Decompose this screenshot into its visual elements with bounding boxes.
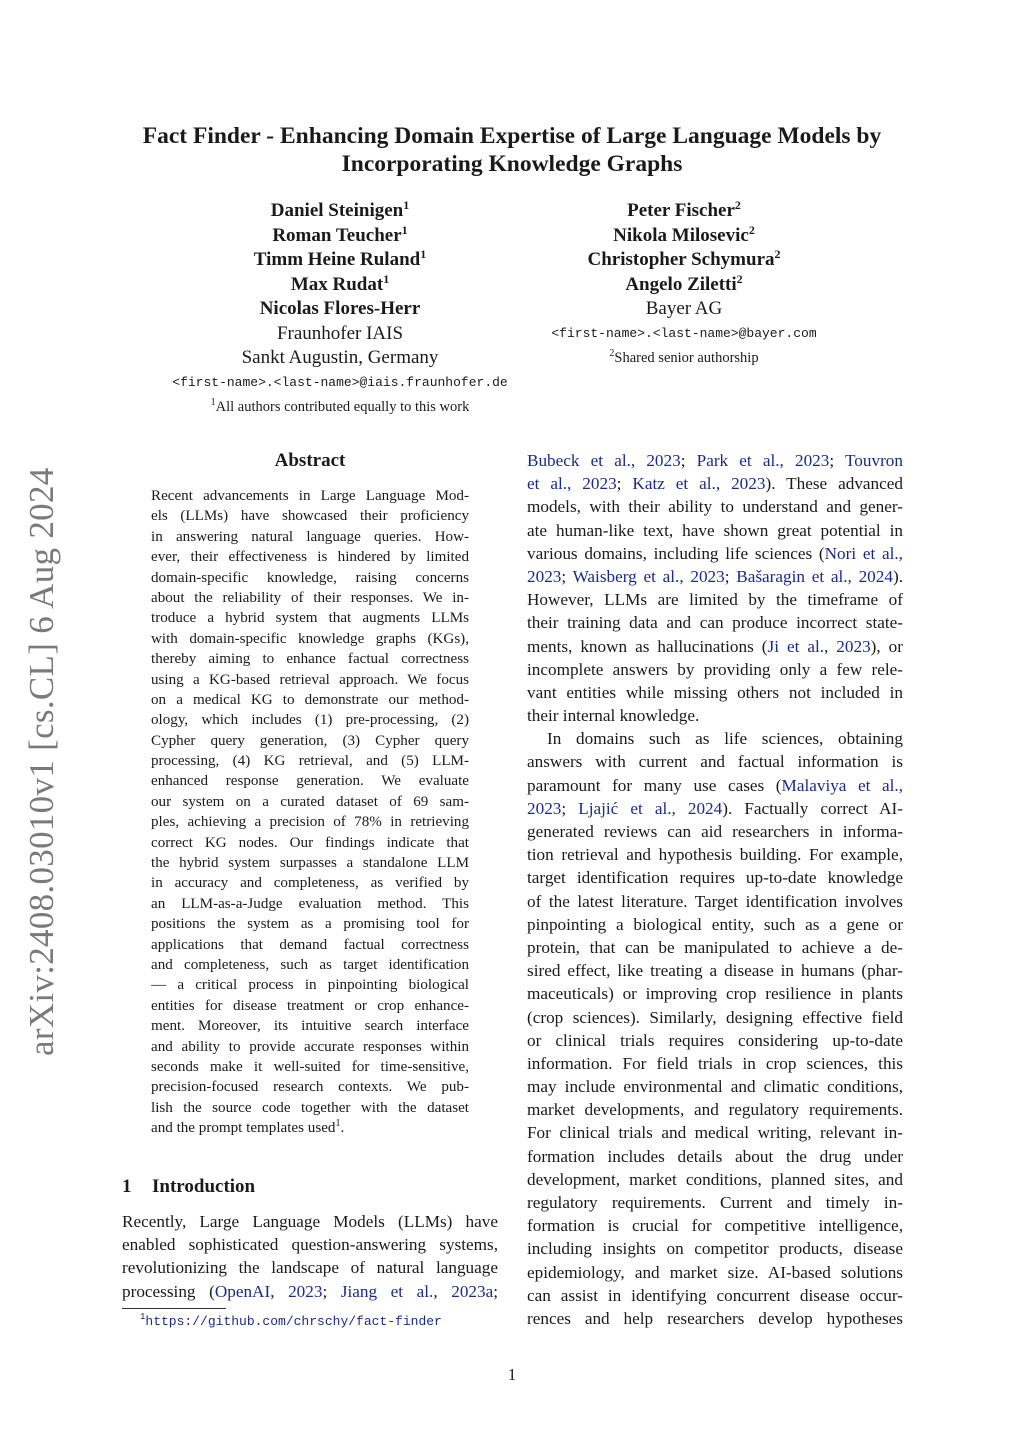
footnote-marker[interactable]: 1 (335, 1118, 341, 1130)
text-line: their training data and can produce incorrect state- (527, 613, 903, 633)
section-heading: 1 Introduction (122, 1176, 256, 1197)
text-line: regulatory requirements. Current and timely in- (527, 1193, 903, 1212)
author-note: $^2$Shared senior authorship (609, 347, 759, 366)
citation-link[interactable]: Waisberg et al., 2023 (572, 566, 725, 586)
abstract-line: our system on a curated dataset of 69 sam- (151, 793, 469, 810)
abstract-line: processing, (4) KG retrieval, and (5) LLM- (151, 753, 469, 770)
text-line: In domains such as life sciences, obtaining (547, 729, 903, 749)
citation-link[interactable]: 2023 (527, 566, 562, 586)
text-line: may include environmental and climatic conditions, (527, 1077, 903, 1097)
citation-link[interactable]: Bašaragin et al., 2024 (736, 566, 893, 586)
author-block-left (160, 199, 520, 419)
citation-link[interactable]: 2023 (527, 798, 562, 818)
text-line: target identification requires up-to-date knowledge (527, 868, 903, 888)
abstract-line: domain-specific knowledge, raising concerns (151, 569, 469, 586)
abstract-line: Recent advancements in Large Language Mod- (151, 488, 469, 504)
text-line: ate human-like text, have shown great potential in (527, 520, 903, 540)
author-name: Timm Heine Ruland$^1$ (253, 247, 427, 270)
text-line: maceuticals) or improving crop resilience in plants (527, 984, 903, 1004)
author-name: Daniel Steinigen$^1$ (270, 198, 410, 221)
text-line: development, market conditions, planned sites, and (527, 1169, 903, 1189)
citation-link[interactable]: OpenAI (214, 1281, 271, 1301)
abstract-line: ples, achieving a precision of 78% in retrieving (151, 814, 469, 831)
author-name: Max Rudat$^1$ (290, 271, 390, 295)
abstract-line: and ability to provide accurate responses within (151, 1038, 469, 1055)
text-line: or clinical trials requires considering up-to-date (527, 1030, 903, 1050)
paper-title (60, 122, 964, 178)
author-name: Angelo Ziletti$^2$ (625, 271, 743, 295)
text-line: of the latest literature. Target identification involves (527, 891, 903, 911)
text-line: For clinical trials and medical writing, relevant in- (527, 1123, 903, 1143)
intro-line: enabled sophisticated question-answering systems, (122, 1235, 498, 1255)
abstract-line: precision-focused research contexts. We pub- (151, 1079, 469, 1096)
text-line: 2023; Waisberg et al., 2023; Bašaragin et al., 2024). (527, 566, 903, 586)
text-line: tion retrieval and hypothesis building. For example, (527, 845, 903, 865)
text-line: including insights on competitor products, disease (527, 1239, 903, 1259)
text-line: formation is crucial for competitive intelligence, (527, 1216, 903, 1236)
text-line: However, LLMs are limited by the timeframe of (527, 590, 903, 610)
author-email: <first-name>.<last-name>@bayer.com (551, 325, 817, 341)
text-line: epidemiology, and market size. AI-based solutions (527, 1262, 903, 1282)
abstract-line: about the reliability of their responses. We in- (151, 589, 469, 606)
affiliation: Bayer AG (645, 298, 723, 319)
abstract-line: and completeness, such as target identification (151, 956, 469, 973)
intro-line: processing (OpenAI, 2023; Jiang et al., 2023a; (122, 1281, 499, 1301)
citation-link[interactable]: Ji et al., 2023 (767, 636, 871, 656)
abstract-heading: Abstract (274, 450, 346, 471)
right-column-text (527, 449, 903, 1330)
citation-link[interactable]: et al., 2023 (527, 474, 617, 494)
text-line: paramount for many use cases (Malaviya et al., (527, 775, 903, 795)
title-line-1: Fact Finder - Enhancing Domain Expertise of Large Language Models by (142, 123, 882, 149)
text-line: models, with their ability to understand and gener- (527, 497, 903, 517)
abstract-line: positions the system as a promising tool for (151, 916, 469, 933)
abstract-line: — a critical process in pinpointing biological (151, 977, 469, 994)
text-line: formation includes details about the drug under (527, 1146, 903, 1166)
author-name: Christopher Schymura$^2$ (587, 247, 781, 270)
text-line: sired effect, like treating a disease in humans (phar- (527, 961, 903, 981)
footnote-link[interactable]: https://github.com/chrschy/fact-finder (145, 1314, 442, 1329)
abstract-line: Cypher query generation, (3) Cypher query (151, 732, 469, 749)
page-number: 1 (507, 1365, 517, 1384)
abstract-line: ology, which includes (1) pre-processing, (2) (151, 712, 469, 729)
abstract-line: ment. Moreover, its intuitive search interface (151, 1018, 469, 1035)
affiliation: Fraunhofer IAIS (276, 322, 404, 344)
intro-line: revolutionizing the landscape of natural language (122, 1258, 498, 1278)
location: Sankt Augustin, Germany (241, 347, 439, 368)
abstract-body (151, 486, 469, 1139)
text-line: rences and help researchers develop hypotheses (527, 1308, 903, 1328)
text-line: vant entities while missing others not included in (527, 682, 903, 702)
abstract-line: ever, their effectiveness is hindered by limited (151, 549, 469, 566)
citation-link[interactable]: Park et al., 2023 (696, 451, 830, 470)
text-line: generated reviews can aid researchers in informa- (527, 822, 903, 841)
author-name: Peter Fischer$^2$ (627, 198, 741, 221)
abstract-line: applications that demand factual correctness (151, 936, 469, 953)
citation-link[interactable]: Nori et al., (824, 543, 903, 563)
citation-link[interactable]: Bubeck et al., 2023 (527, 451, 681, 470)
text-line: pinpointing a biological entity, such as a gene or (527, 914, 903, 934)
abstract-line: the hybrid system surpasses a standalone LLM (151, 855, 469, 872)
abstract-line: seconds make it well-suited for time-sensitive, (151, 1058, 469, 1075)
abstract-line: enhanced response generation. We evaluate (151, 773, 469, 790)
text-line: various domains, including life sciences (Nori et al., (527, 543, 903, 563)
citation-link[interactable]: Malaviya et al., (781, 775, 903, 795)
text-line: information. For field trials in crop sciences, this (527, 1053, 903, 1073)
author-block-right (504, 199, 864, 370)
intro-paragraph (122, 1210, 498, 1303)
abstract-line: and the prompt templates used$^1$. (151, 1118, 345, 1137)
text-line: incomplete answers by providing only a few rele- (527, 659, 903, 679)
arxiv-identifier: arXiv:2408.03010v1 [cs.CL] 6 Aug 2024 (22, 467, 61, 1056)
citation-link[interactable]: Jiang et al. (340, 1281, 434, 1301)
text-line: market developments, and regulatory requirements. (527, 1100, 903, 1120)
author-note: $^1$All authors contributed equally to this work (210, 396, 470, 415)
author-name: Roman Teucher$^1$ (272, 222, 408, 246)
title-line-2: Incorporating Knowledge Graphs (341, 151, 683, 177)
text-line: (crop sciences). Similarly, designing effective field (527, 1007, 903, 1027)
author-name: Nikola Milosevic$^2$ (613, 222, 755, 246)
abstract-line: entities for disease treatment or crop enhance- (151, 997, 469, 1014)
citation-link[interactable]: Katz et al., 2023 (632, 474, 766, 494)
abstract-line: in answering natural language queries. How- (151, 528, 469, 545)
abstract-line: using a KG-based retrieval approach. We focus (151, 671, 469, 688)
abstract-line: correct KG nodes. Our findings indicate that (151, 834, 469, 851)
abstract-line: lish the source code together with the dataset (151, 1099, 469, 1116)
footnote: $^1$https://github.com/chrschy/fact-finder (140, 1312, 442, 1329)
intro-line: Recently, Large Language Models (LLMs) have (122, 1212, 498, 1231)
author-name: Nicolas Flores-Herr (259, 298, 421, 319)
text-line: can assist in identifying concurrent disease occur- (527, 1285, 903, 1305)
abstract-line: in accuracy and completeness, as verified by (151, 875, 469, 892)
text-line: answers with current and factual information is (527, 752, 903, 772)
abstract-line: thereby aiming to enhance factual correctness (151, 651, 469, 668)
citation-link[interactable]: 2023 (288, 1281, 323, 1301)
text-line: protein, that can be manipulated to achieve a de- (527, 937, 903, 957)
text-line: their internal knowledge. (527, 706, 700, 726)
citation-link[interactable]: Ljajić et al., 2024 (578, 798, 723, 818)
abstract-line: with domain-specific knowledge graphs (KGs), (151, 630, 469, 647)
text-line: et al., 2023; Katz et al., 2023). These advanced (527, 474, 903, 494)
text-line: Bubeck et al., 2023; Park et al., 2023; Touvron (527, 451, 903, 470)
text-line: 2023; Ljajić et al., 2024). Factually correct AI- (527, 798, 904, 818)
citation-link[interactable]: Touvron (845, 451, 903, 470)
abstract-line: an LLM-as-a-Judge evaluation method. This (151, 895, 469, 912)
citation-link[interactable]: 2023a (451, 1281, 494, 1301)
footnote-rule (122, 1308, 226, 1309)
abstract-line: on a medical KG to demonstrate our method- (151, 691, 469, 708)
author-email: <first-name>.<last-name>@iais.fraunhofer.de (172, 374, 508, 390)
abstract-line: els (LLMs) have showcased their proficiency (151, 508, 469, 525)
text-line: ments, known as hallucinations (Ji et al., 2023), or (527, 636, 903, 656)
abstract-line: troduce a hybrid system that augments LLMs (151, 610, 469, 627)
